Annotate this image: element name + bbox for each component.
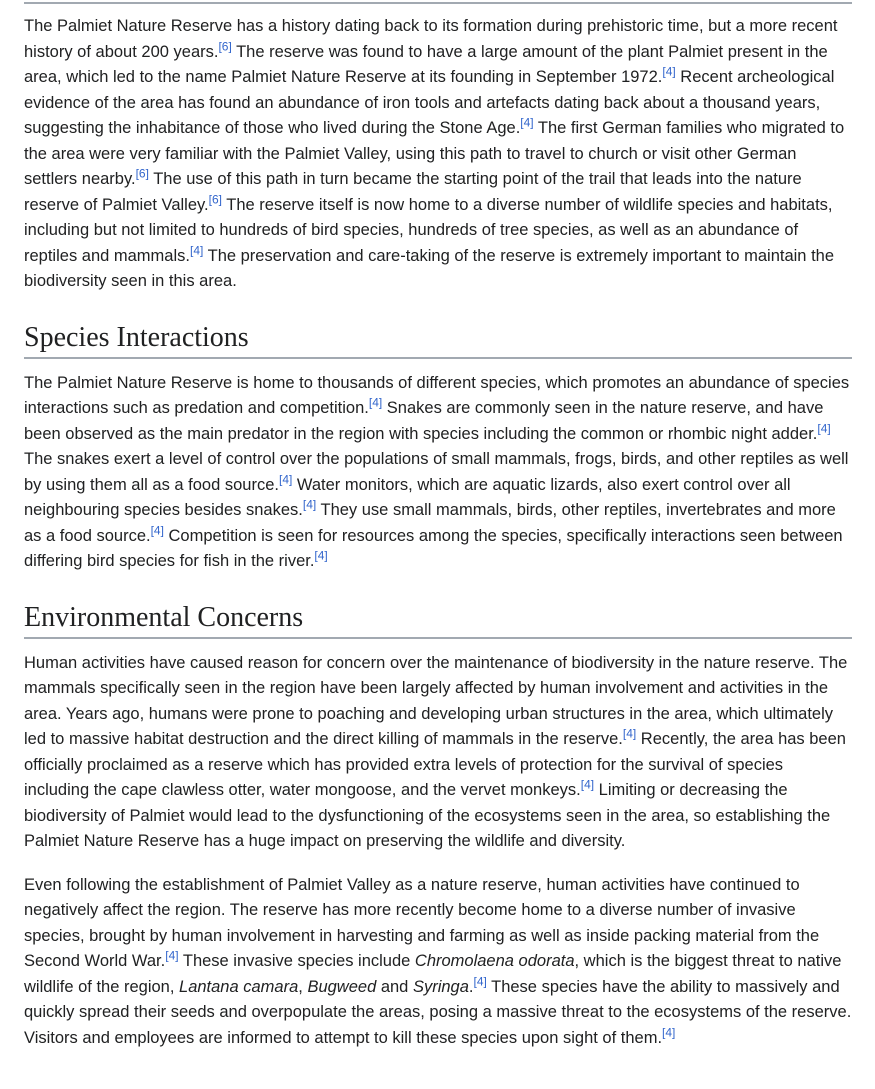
citation-ref bbox=[662, 1025, 675, 1039]
citation-link[interactable]: [4] bbox=[302, 497, 317, 512]
paragraph-environmental-concerns-1 bbox=[24, 651, 852, 855]
species-name-italic: Chromolaena odorata bbox=[414, 952, 575, 970]
citation-link[interactable]: [4] bbox=[473, 974, 487, 988]
citation-link[interactable]: [4] bbox=[662, 1025, 676, 1039]
text-run: Recent archeological evidence of the area has found an abundance of iron tools and artefacts dating back about a thousand years, suggesting the inhabitance of those who lived during the Stone Age. bbox=[24, 68, 835, 137]
text-run: The reserve itself is now home to a diverse number of wildlife species and habitats, including but not limited to hundreds of bird species, hundreds of tree species, as well as an abundance of reptiles and mammals. bbox=[24, 195, 833, 265]
text-run: , bbox=[298, 977, 308, 996]
paragraph-history bbox=[24, 14, 852, 295]
paragraph-environmental-concerns-2 bbox=[24, 873, 852, 1052]
citation-link[interactable]: [4] bbox=[165, 948, 179, 963]
citation-link[interactable]: [4] bbox=[189, 243, 204, 257]
text-run: Recently, the area has been officially proclaimed as a reserve which has provided extra levels of protection for the survival of species including the cape clawless otter, water mongoose, and the vervet monkeys. bbox=[24, 730, 846, 799]
citation-link[interactable]: [4] bbox=[368, 395, 383, 410]
citation-ref bbox=[165, 949, 178, 963]
text-run: . bbox=[468, 977, 474, 996]
text-run: Snakes are commonly seen in the nature reserve, and have been observed as the main predator in the region with species including the common or rhombic night adder. bbox=[24, 399, 824, 443]
citation-ref bbox=[279, 472, 292, 486]
text-run: and bbox=[376, 977, 413, 996]
citation-ref bbox=[369, 396, 382, 410]
citation-link[interactable]: [4] bbox=[520, 115, 534, 130]
citation-ref bbox=[474, 974, 487, 988]
text-run: , which is the biggest threat to native wildlife of the region, bbox=[24, 952, 842, 996]
text-run: The use of this path in turn became the starting point of the trail that leads into the nature reserve of Palmiet Valley. bbox=[24, 170, 802, 214]
text-run: Limiting or decreasing the biodiversity of Palmiet would lead to the dysfunctioning of the ecosystems seen in the area, so establishing the Palmiet Nature Reserve has a huge impact on preserving the wildlife and diversity. bbox=[24, 781, 831, 850]
text-run: Even following the establishment of Palmiet Valley as a nature reserve, human activities have continued to negatively affect the region. The reserve has more recently become home to a diverse number of invasive species, brought by human involvement in harvesting and farming as well as inside packing material from the Second World War. bbox=[24, 875, 820, 970]
text-run: The preservation and care-taking of the reserve is extremely important to maintain the biodiversity seen in this area. bbox=[24, 246, 835, 290]
text-run: The first German families who migrated to the area were very familiar with the Palmiet Valley, using this path to travel to church or visit other German settlers nearby. bbox=[24, 119, 845, 188]
citation-link[interactable]: [6] bbox=[135, 166, 149, 181]
citation-ref bbox=[218, 39, 231, 53]
text-run: These invasive species include bbox=[178, 952, 415, 970]
citation-link[interactable]: [4] bbox=[278, 472, 293, 486]
text-run: The Palmiet Nature Reserve is home to thousands of different species, which promotes an abundance of species interactions such as predation and competition. bbox=[24, 373, 850, 417]
citation-ref bbox=[151, 523, 164, 537]
section-heading-species-interactions: Species Interactions bbox=[24, 323, 852, 359]
section-heading-environmental-concerns: Environmental Concerns bbox=[24, 603, 852, 639]
article-content bbox=[0, 2, 875, 1089]
text-run: The Palmiet Nature Reserve has a history dating back to its formation during prehistoric time, but a more recent history of about 200 years. bbox=[24, 17, 838, 61]
citation-link[interactable]: [6] bbox=[208, 192, 222, 206]
citation-ref bbox=[817, 421, 830, 435]
citation-link[interactable]: [4] bbox=[314, 548, 328, 563]
citation-link[interactable]: [4] bbox=[622, 726, 637, 741]
text-run: Human activities have caused reason for concern over the maintenance of biodiversity in the nature reserve. The mammals specifically seen in the region have been largely affected by human involvement and activities in the area. Years ago, humans were prone to poaching and developing urban structures in the area, which ultimately led to massive habitat destruction and the direct killing of mammals in the reserve. bbox=[24, 653, 848, 748]
text-run: The reserve was found to have a large amount of the plant Palmiet present in the area, which led to the name Palmiet Nature Reserve at its founding in September 1972. bbox=[24, 42, 828, 86]
previous-section-rule bbox=[24, 2, 852, 4]
text-run: The snakes exert a level of control over the populations of small mammals, frogs, birds, and other reptiles as well by using them all as a food source. bbox=[24, 450, 849, 494]
text-run: Competition is seen for resources among the species, specifically interactions seen between differing bird species for fish in the river. bbox=[24, 526, 843, 570]
text-run: They use small mammals, birds, other reptiles, invertebrates and more as a food source. bbox=[24, 501, 836, 545]
paragraph-species-interactions bbox=[24, 371, 852, 575]
citation-ref bbox=[662, 65, 675, 79]
citation-ref bbox=[520, 116, 533, 130]
text-run: These species have the ability to massively and quickly spread their seeds and overpopulate the areas, posing a massive threat to the ecosystems of the reserve. Visitors and employees are informed to attempt to kill these species upon sight of them. bbox=[24, 977, 852, 1047]
citation-ref bbox=[190, 243, 203, 257]
text-run: Water monitors, which are aquatic lizards, also exert control over all neighbouring species besides snakes. bbox=[24, 475, 791, 519]
citation-ref bbox=[303, 498, 316, 512]
citation-link[interactable]: [4] bbox=[662, 64, 676, 79]
citation-ref bbox=[314, 549, 327, 563]
citation-link[interactable]: [6] bbox=[218, 39, 232, 53]
citation-ref bbox=[136, 167, 149, 181]
species-name-italic: Bugweed bbox=[307, 977, 377, 996]
citation-ref bbox=[623, 727, 636, 741]
species-name-italic: Syringa bbox=[412, 977, 469, 996]
citation-link[interactable]: [4] bbox=[580, 777, 595, 792]
citation-ref bbox=[209, 192, 222, 206]
citation-link[interactable]: [4] bbox=[817, 421, 831, 435]
citation-ref bbox=[581, 778, 594, 792]
species-name-italic: Lantana camara bbox=[179, 977, 299, 996]
citation-link[interactable]: [4] bbox=[150, 523, 164, 537]
